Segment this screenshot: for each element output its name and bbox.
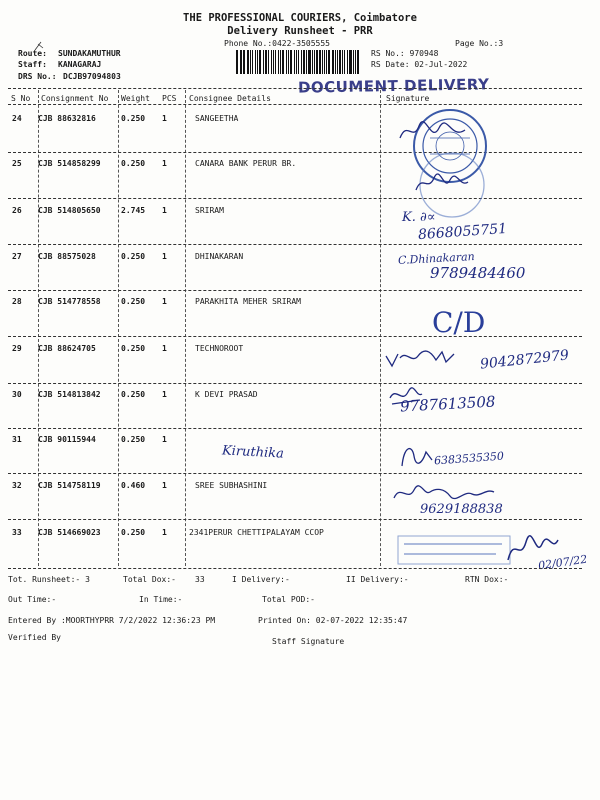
row-sno: 24	[12, 114, 22, 123]
header-bottom-rule	[8, 104, 582, 105]
row-consignment-no: CJB 514669023	[38, 528, 101, 537]
barcode-bar	[271, 50, 272, 74]
barcode-bar	[263, 50, 264, 74]
col-pcs: PCS	[162, 94, 177, 103]
barcode-bar	[355, 50, 356, 74]
barcode-bar	[326, 50, 327, 74]
barcode-bar	[278, 50, 279, 74]
row-consignee: SANGEETHA	[195, 114, 239, 123]
row-separator	[8, 383, 582, 384]
signature-row-31	[398, 440, 438, 472]
barcode-bar	[332, 50, 334, 74]
row-separator	[8, 473, 582, 474]
row-separator	[8, 519, 582, 520]
pen-mark	[35, 42, 45, 52]
total-dox-label: Total Dox:-	[123, 575, 176, 584]
signature-row-29	[384, 344, 474, 372]
row-sno: 28	[12, 297, 22, 306]
runsheet-title: Delivery Runsheet - PRR	[227, 25, 373, 37]
row-consignee: 2341PERUR CHETTIPALAYAM CCOP	[189, 528, 324, 537]
row-weight: 0.250	[121, 114, 146, 123]
barcode-bar	[339, 50, 341, 74]
barcode-bar	[324, 50, 325, 74]
phone-row-29: 9042872979	[479, 347, 570, 373]
col-divider	[380, 90, 381, 566]
signature-row-27: C.Dhinakaran	[397, 250, 476, 267]
phone-row-31: 6383535350	[433, 449, 505, 468]
phone-number: Phone No.:0422-3505555	[224, 39, 330, 48]
row-pcs: 1	[162, 206, 167, 215]
barcode-bar	[319, 50, 321, 74]
i-delivery: I Delivery:-	[232, 575, 290, 584]
staff-label: Staff:	[18, 60, 47, 69]
row-separator	[8, 198, 582, 199]
barcode-bar	[255, 50, 256, 74]
row-consignment-no: CJB 88575028	[38, 252, 96, 261]
row-sno: 26	[12, 206, 22, 215]
row-pcs: 1	[162, 252, 167, 261]
route-value: SUNDAKAMUTHUR	[58, 49, 121, 58]
staff-signature: Staff Signature	[272, 637, 345, 646]
barcode-bar	[312, 50, 313, 74]
row-weight: 0.250	[121, 252, 146, 261]
barcode-bar	[344, 50, 345, 74]
staff-value: KANAGARAJ	[58, 60, 102, 69]
total-pod: Total POD:-	[262, 595, 315, 604]
barcode-bar	[275, 50, 276, 74]
row-consignment-no: CJB 88632816	[38, 114, 96, 123]
barcode-bar	[265, 50, 267, 74]
row-separator	[8, 428, 582, 429]
barcode-bar	[241, 50, 242, 74]
tot-runsheet: Tot. Runsheet:- 3	[8, 575, 90, 584]
header-top-rule	[8, 88, 582, 89]
row-sno: 33	[12, 528, 22, 537]
total-dox-value: 33	[195, 575, 205, 584]
barcode-bar	[337, 50, 338, 74]
barcode-bar	[342, 50, 343, 74]
printed-on: Printed On: 02-07-2022 12:35:47	[258, 616, 408, 625]
row-weight: 2.745	[121, 206, 146, 215]
row-weight: 0.250	[121, 390, 146, 399]
row-sno: 32	[12, 481, 22, 490]
barcode-bar	[282, 50, 284, 74]
row-sno: 29	[12, 344, 22, 353]
row-pcs: 1	[162, 435, 167, 444]
col-consignee: Consignee Details	[189, 94, 271, 103]
row-separator	[8, 244, 582, 245]
row-sno: 25	[12, 159, 22, 168]
barcode-bar	[301, 50, 302, 74]
row-pcs: 1	[162, 114, 167, 123]
barcode-bar	[257, 50, 259, 74]
date-row-33: 02/07/22	[537, 552, 589, 573]
col-signature: Signature	[386, 94, 430, 103]
row-separator	[8, 152, 582, 153]
rtn-dox: RTN Dox:-	[465, 575, 509, 584]
row-consignee: CANARA BANK PERUR BR.	[195, 159, 297, 168]
verified-by: Verified By	[8, 633, 61, 642]
row-pcs: 1	[162, 344, 167, 353]
rs-number: RS No.: 970948	[371, 49, 439, 58]
signature-row-24	[395, 118, 475, 148]
barcode-bar	[243, 50, 245, 74]
document-delivery-stamp: DOCUMENT DELIVERY	[297, 75, 490, 97]
row-consignee: SREE SUBHASHINI	[195, 481, 268, 490]
entered-by: Entered By :MOORTHYPRR 7/2/2022 12:36:23 PM	[8, 616, 216, 625]
company-name: THE PROFESSIONAL COURIERS, Coimbatore	[183, 12, 417, 24]
col-weight: Weight	[121, 94, 150, 103]
row-consignee: K DEVI PRASAD	[195, 390, 258, 399]
phone-row-27: 9789484460	[430, 264, 526, 282]
row-weight: 0.250	[121, 344, 146, 353]
row-pcs: 1	[162, 159, 167, 168]
barcode-bar	[353, 50, 354, 74]
row-sno: 31	[12, 435, 22, 444]
row-consignment-no: CJB 514778558	[38, 297, 101, 306]
table-bottom-rule	[8, 568, 582, 569]
signature-row-25	[412, 172, 472, 196]
row-consignee: DHINAKARAN	[195, 252, 244, 261]
row-pcs: 1	[162, 528, 167, 537]
row-weight: 0.250	[121, 297, 146, 306]
page-number: Page No.:3	[455, 39, 504, 48]
barcode-bar	[290, 50, 292, 74]
barcode-bar	[273, 50, 275, 74]
drs-label: DRS No.:	[18, 72, 57, 81]
barcode-bar	[252, 50, 253, 74]
col-divider	[185, 90, 186, 566]
in-time: In Time:-	[139, 595, 183, 604]
row-weight: 0.250	[121, 528, 146, 537]
ii-delivery: II Delivery:-	[346, 575, 409, 584]
cd-mark-row-28: C/D	[432, 306, 486, 339]
barcode-bar	[303, 50, 305, 74]
row-consignment-no: CJB 514813842	[38, 390, 101, 399]
row-consignment-no: CJB 88624705	[38, 344, 96, 353]
out-time: Out Time:-	[8, 595, 57, 604]
row-consignment-no: CJB 514858299	[38, 159, 101, 168]
barcode-bar	[286, 50, 287, 74]
barcode-bar	[240, 50, 241, 74]
barcode-bar	[347, 50, 349, 74]
barcode	[236, 50, 360, 74]
phone-row-30: 9787613508	[399, 392, 496, 416]
barcode-bar	[298, 50, 299, 74]
barcode-bar	[296, 50, 298, 74]
barcode-bar	[294, 50, 295, 74]
row-consignee: SRIRAM	[195, 206, 224, 215]
barcode-bar	[316, 50, 318, 74]
barcode-bar	[314, 50, 315, 74]
barcode-bar	[335, 50, 336, 74]
barcode-bar	[357, 50, 359, 74]
route-label: Route:	[18, 49, 47, 58]
row-pcs: 1	[162, 297, 167, 306]
col-sno: S No	[11, 94, 31, 103]
row-pcs: 1	[162, 390, 167, 399]
barcode-bar	[268, 50, 269, 74]
row-consignee: PARAKHITA MEHER SRIRAM	[195, 297, 301, 306]
rs-date: RS Date: 02-Jul-2022	[371, 60, 468, 69]
col-consignment: Consignment No	[41, 94, 109, 103]
row-consignment-no: CJB 90115944	[38, 435, 96, 444]
drs-value: DCJB97094803	[63, 72, 121, 81]
row-consignee: TECHNOROOT	[195, 344, 244, 353]
row-pcs: 1	[162, 481, 167, 490]
barcode-bar	[322, 50, 323, 74]
barcode-bar	[308, 50, 310, 74]
consignee-handwritten-row-31: Kiruthika	[221, 443, 285, 462]
barcode-bar	[236, 50, 238, 74]
row-weight: 0.460	[121, 481, 146, 490]
row-separator	[8, 336, 582, 337]
barcode-bar	[250, 50, 251, 74]
phone-row-32: 9629188838	[420, 502, 503, 517]
row-separator	[8, 290, 582, 291]
barcode-bar	[247, 50, 249, 74]
phone-row-26: 8668055751	[417, 220, 508, 244]
barcode-bar	[349, 50, 351, 74]
barcode-bar	[306, 50, 307, 74]
row-weight: 0.250	[121, 159, 146, 168]
row-sno: 27	[12, 252, 22, 261]
barcode-bar	[259, 50, 261, 74]
barcode-bar	[328, 50, 330, 74]
col-divider	[118, 90, 119, 566]
row-weight: 0.250	[121, 435, 146, 444]
row-consignment-no: CJB 514805650	[38, 206, 101, 215]
row-consignment-no: CJB 514758119	[38, 481, 101, 490]
signature-row-26: K. ∂∝	[402, 210, 436, 225]
barcode-bar	[280, 50, 282, 74]
row-sno: 30	[12, 390, 22, 399]
barcode-bar	[288, 50, 289, 74]
